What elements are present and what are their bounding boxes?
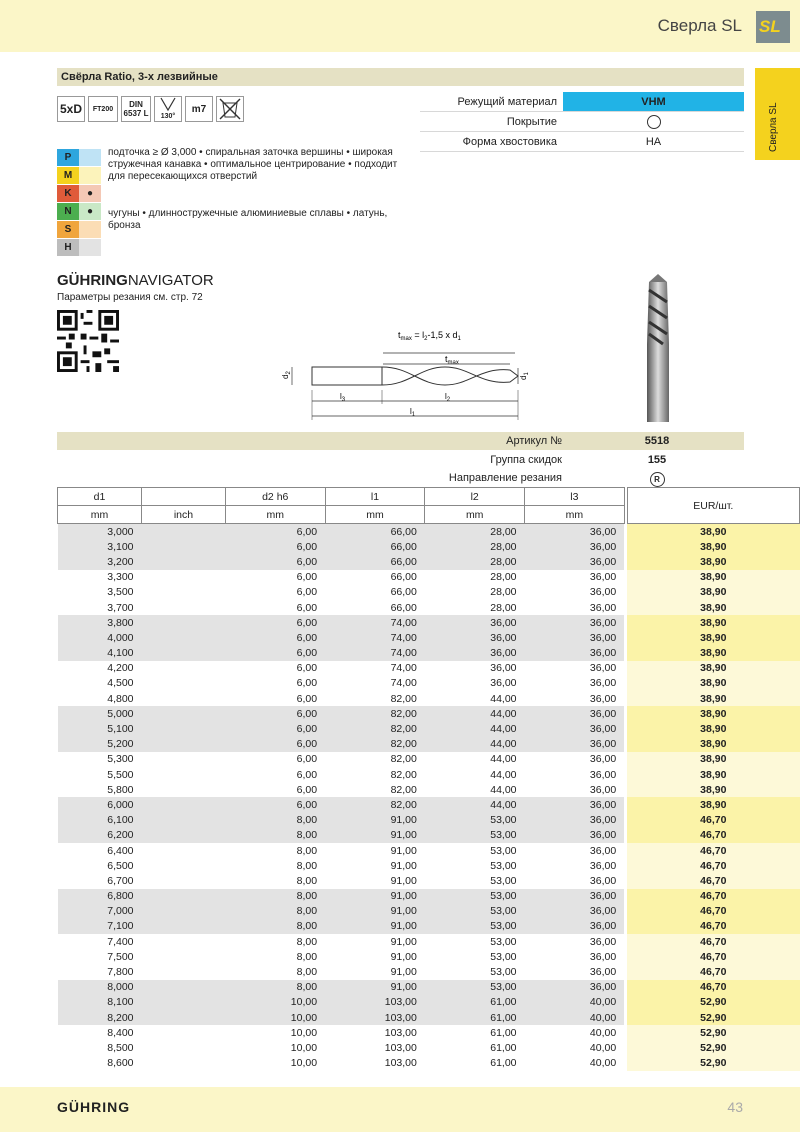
drill-dimension-drawing (270, 320, 530, 425)
table-row: 6,800 8,00 91,00 53,00 36,00 46,70 (58, 889, 800, 904)
table-row: 8,500 10,00 103,00 61,00 40,00 52,90 (58, 1040, 800, 1055)
table-row: 8,200 10,00 103,00 61,00 40,00 52,90 (58, 1010, 800, 1025)
unit-header: mm (325, 506, 425, 524)
price-cell: 38,90 (627, 691, 799, 706)
prop-value-vhm: VHM (563, 92, 744, 111)
price-cell: 46,70 (627, 873, 799, 888)
page-title: Сверла SL (657, 16, 742, 35)
price-header: EUR/шт. (627, 488, 799, 524)
col-header: l1 (325, 488, 425, 506)
unit-header: mm (225, 506, 325, 524)
table-row: 8,000 8,00 91,00 53,00 36,00 46,70 (58, 980, 800, 995)
price-cell: 52,90 (627, 1040, 799, 1055)
svg-text:l1: $l_1$ (410, 407, 416, 418)
table-row: 4,500 6,00 74,00 36,00 36,00 38,90 (58, 676, 800, 691)
table-row: 4,800 6,00 82,00 44,00 36,00 38,90 (58, 691, 800, 706)
table-row: 5,200 6,00 82,00 44,00 36,00 38,90 (58, 737, 800, 752)
angle-130-icon: 130° (154, 96, 182, 122)
svg-text:d1: $d_1$ (519, 372, 530, 380)
price-cell: 38,90 (627, 767, 799, 782)
table-row: 4,000 6,00 74,00 36,00 36,00 38,90 (58, 630, 800, 645)
price-cell: 46,70 (627, 813, 799, 828)
page-footer (0, 1087, 800, 1132)
unit-header: mm (58, 506, 142, 524)
price-cell: 46,70 (627, 904, 799, 919)
features-description: подточка ≥ Ø 3,000 • спиральная заточка вершины • широкая стружечная канавка • оптимальное центрирование • подходит для пересекающихся отверстий (108, 147, 398, 182)
cutting-params-note: Параметры резания см. стр. 72 (57, 292, 203, 303)
din-icon: DIN 6537 L (121, 96, 151, 122)
svg-text:l3: $l_3$ (340, 392, 346, 403)
price-cell: 46,70 (627, 889, 799, 904)
table-row: 8,100 10,00 103,00 61,00 40,00 52,90 (58, 995, 800, 1010)
properties-table (420, 92, 744, 152)
price-cell: 38,90 (627, 615, 799, 630)
iso-material-groups (57, 149, 101, 257)
iso-group-n: N ● (57, 203, 101, 220)
price-cell: 46,70 (627, 964, 799, 979)
table-row: 7,800 8,00 91,00 53,00 36,00 46,70 (58, 964, 800, 979)
table-row: 6,400 8,00 91,00 53,00 36,00 46,70 (58, 843, 800, 858)
price-cell: 38,90 (627, 782, 799, 797)
price-cell: 52,90 (627, 995, 799, 1010)
coating-circle-icon (563, 112, 744, 131)
price-cell: 38,90 (627, 600, 799, 615)
no-coolant-icon (216, 96, 244, 122)
drill-photo (633, 272, 683, 424)
unit-header: mm (425, 506, 525, 524)
table-row: 8,400 10,00 103,00 61,00 40,00 52,90 (58, 1025, 800, 1040)
table-row: 6,500 8,00 91,00 53,00 36,00 46,70 (58, 858, 800, 873)
prop-label: Режущий материал (457, 95, 557, 108)
iso-group-k: K ● (57, 185, 101, 202)
price-cell: 52,90 (627, 1056, 799, 1071)
table-row: 5,500 6,00 82,00 44,00 36,00 38,90 (58, 767, 800, 782)
svg-text:tmax = l2-1,5 x d1: $t_{max} = l_2-1,5$ x $d_1$ (398, 330, 461, 342)
price-cell: 38,90 (627, 646, 799, 661)
table-row: 3,200 6,00 66,00 28,00 36,00 38,90 (58, 554, 800, 569)
iso-group-m: M (57, 167, 101, 184)
cutting-direction-r-icon: R (570, 472, 744, 487)
svg-text:d2: $d_2$ (281, 371, 292, 379)
price-cell: 46,70 (627, 828, 799, 843)
qr-code-icon (57, 310, 119, 372)
table-row: 3,000 6,00 66,00 28,00 36,00 38,90 (58, 524, 800, 540)
price-cell: 38,90 (627, 524, 799, 540)
price-cell: 38,90 (627, 797, 799, 812)
price-cell: 52,90 (627, 1010, 799, 1025)
col-header: l2 (425, 488, 525, 506)
price-cell: 38,90 (627, 554, 799, 569)
guhring-navigator-logo: GÜHRINGNAVIGATOR (57, 272, 214, 289)
price-cell: 46,70 (627, 919, 799, 934)
price-cell: 38,90 (627, 721, 799, 736)
table-row: 3,100 6,00 66,00 28,00 36,00 38,90 (58, 539, 800, 554)
col-header: d1 (58, 488, 142, 506)
page-header (0, 0, 800, 52)
discount-group-row: Группа скидок 155 (490, 454, 667, 466)
iso-group-s: S (57, 221, 101, 238)
price-cell: 46,70 (627, 934, 799, 949)
table-row: 5,000 6,00 82,00 44,00 36,00 38,90 (58, 706, 800, 721)
iso-group-p: P (57, 149, 101, 166)
m7-icon: m7 (185, 96, 213, 122)
iso-group-h: H (57, 239, 101, 256)
table-row: 7,400 8,00 91,00 53,00 36,00 46,70 (58, 934, 800, 949)
prop-label: Покрытие (506, 115, 557, 128)
table-row: 7,500 8,00 91,00 53,00 36,00 46,70 (58, 949, 800, 964)
materials-description: чугуны • длинностружечные алюминиевые сплавы • латунь, бронза (108, 208, 388, 231)
5xd-icon: 5xD (57, 96, 85, 122)
svg-text:tmax: $t_{max}$ (445, 354, 459, 366)
section-title: Свёрла Ratio, 3-х лезвийные (57, 68, 744, 86)
price-cell: 46,70 (627, 980, 799, 995)
price-cell: 38,90 (627, 630, 799, 645)
page-number: 43 (727, 1099, 743, 1115)
price-cell: 38,90 (627, 539, 799, 554)
prop-label: Форма хвостовика (462, 135, 557, 148)
unit-header: mm (525, 506, 625, 524)
table-row: 3,300 6,00 66,00 28,00 36,00 38,90 (58, 570, 800, 585)
table-row: 6,200 8,00 91,00 53,00 36,00 46,70 (58, 828, 800, 843)
price-cell: 46,70 (627, 949, 799, 964)
col-header: l3 (525, 488, 625, 506)
col-header: d2 h6 (225, 488, 325, 506)
table-row: 3,700 6,00 66,00 28,00 36,00 38,90 (58, 600, 800, 615)
price-cell: 38,90 (627, 585, 799, 600)
table-row: 8,600 10,00 103,00 61,00 40,00 52,90 (58, 1056, 800, 1071)
article-row: Артикул № 5518 (57, 432, 744, 450)
price-cell: 46,70 (627, 843, 799, 858)
price-cell: 38,90 (627, 661, 799, 676)
ft200-icon: FT200 (88, 96, 118, 122)
table-row: 3,800 6,00 74,00 36,00 36,00 38,90 (58, 615, 800, 630)
side-tab: Сверла SL (755, 68, 800, 160)
prop-value-shank: HA (645, 135, 662, 148)
table-row: 6,000 6,00 82,00 44,00 36,00 38,90 (58, 797, 800, 812)
table-row: 6,100 8,00 91,00 53,00 36,00 46,70 (58, 813, 800, 828)
table-row: 7,100 8,00 91,00 53,00 36,00 46,70 (58, 919, 800, 934)
svg-text:l2: $l_2$ (445, 392, 451, 403)
table-row: 5,300 6,00 82,00 44,00 36,00 38,90 (58, 752, 800, 767)
cutting-direction-row: Направление резания R (57, 469, 744, 487)
price-cell: 38,90 (627, 752, 799, 767)
table-row: 6,700 8,00 91,00 53,00 36,00 46,70 (58, 873, 800, 888)
table-row: 4,100 6,00 74,00 36,00 36,00 38,90 (58, 646, 800, 661)
price-cell: 52,90 (627, 1025, 799, 1040)
col-header (142, 488, 226, 506)
table-row: 4,200 6,00 74,00 36,00 36,00 38,90 (58, 661, 800, 676)
price-cell: 38,90 (627, 706, 799, 721)
price-cell: 38,90 (627, 570, 799, 585)
table-row: 7,000 8,00 91,00 53,00 36,00 46,70 (58, 904, 800, 919)
unit-header: inch (142, 506, 226, 524)
sl-logo: SL (756, 11, 790, 43)
price-cell: 38,90 (627, 676, 799, 691)
price-cell: 46,70 (627, 858, 799, 873)
table-row: 5,800 6,00 82,00 44,00 36,00 38,90 (58, 782, 800, 797)
dimensions-price-table (57, 487, 800, 1071)
table-row: 3,500 6,00 66,00 28,00 36,00 38,90 (58, 585, 800, 600)
table-row: 5,100 6,00 82,00 44,00 36,00 38,90 (58, 721, 800, 736)
footer-brand: GÜHRING (57, 1099, 131, 1115)
feature-icons (57, 96, 244, 124)
price-cell: 38,90 (627, 737, 799, 752)
